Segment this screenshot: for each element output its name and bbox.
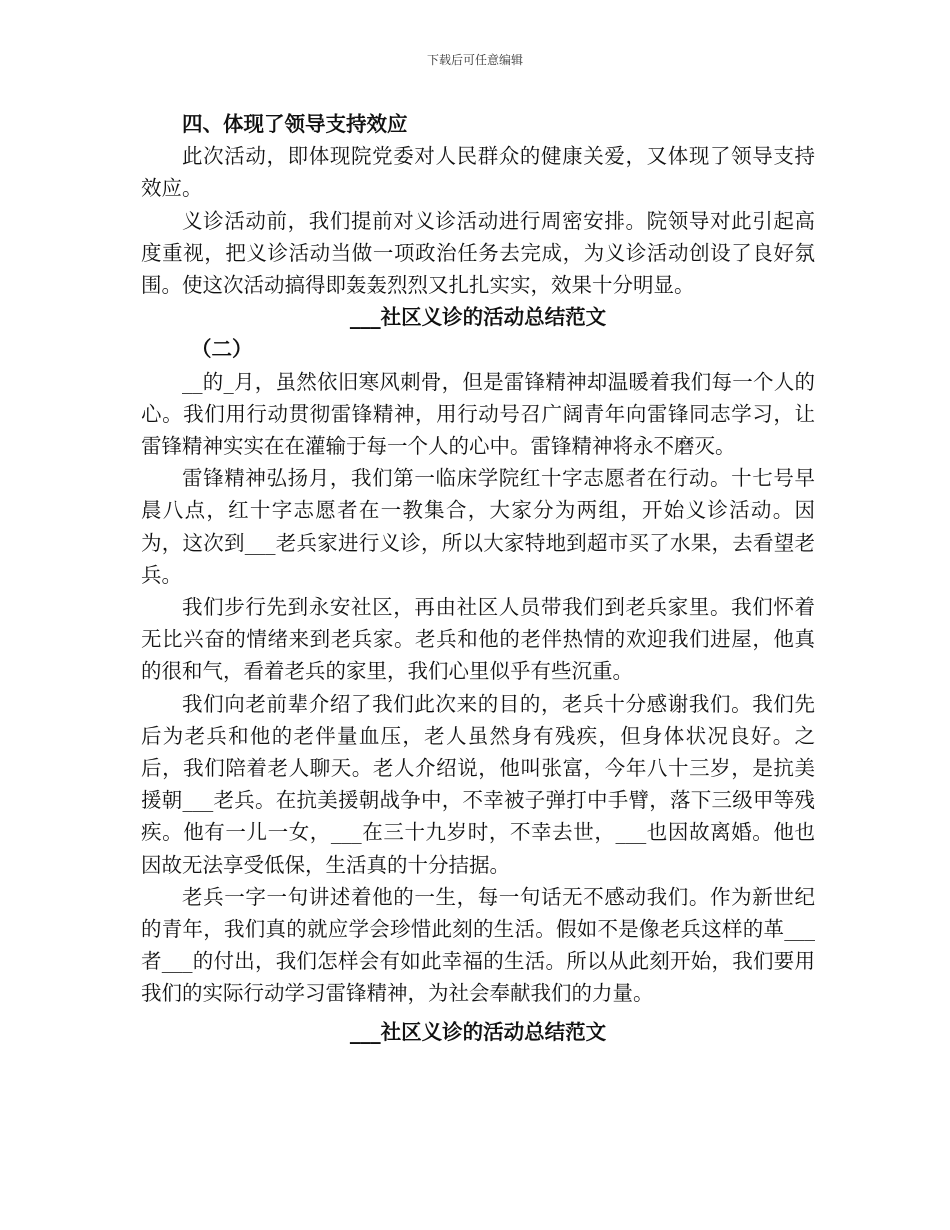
article-title: ___社区义诊的活动总结范文	[349, 305, 607, 330]
body-paragraph: 老兵一字一句讲述着他的一生，每一句话无不感动我们。作为新世纪的青年，我们真的就应学会珍惜此刻的生活。假如不是像老兵这样的革___者___的付出，我们怎样会有如此幸福的生活。所以从此刻开始，我们要用我们的实际行动学习雷锋精神，为社会奉献我们的力量。	[141, 884, 815, 1006]
body-paragraph: 我们步行先到永安社区，再由社区人员带我们到老兵家里。我们怀着无比兴奋的情绪来到老兵家。老兵和他的老伴热情的欢迎我们进屋，他真的很和气，看着老兵的家里，我们心里似乎有些沉重。	[141, 595, 815, 684]
body-paragraph: 此次活动，即体现院党委对人民群众的健康关爱，又体现了领导支持效应。	[141, 144, 815, 201]
document-body	[141, 108, 815, 1048]
body-paragraph: 雷锋精神弘扬月，我们第一临床学院红十字志愿者在行动。十七号早晨八点，红十字志愿者在一教集合，大家分为两组，开始义诊活动。因为，这次到___老兵家进行义诊，所以大家特地到超市买了水果，去看望老兵。	[141, 466, 815, 587]
body-paragraph: 义诊活动前，我们提前对义诊活动进行周密安排。院领导对此引起高度重视，把义诊活动当做一项政治任务去完成，为义诊活动创设了良好氛围。使这次活动搞得即轰轰烈烈又扎扎实实，效果十分明显。	[141, 208, 815, 298]
article-title: ___社区义诊的活动总结范文	[349, 1019, 607, 1044]
body-paragraph: 我们向老前辈介绍了我们此次来的目的，老兵十分感谢我们。我们先后为老兵和他的老伴量血压，老人虽然身有残疾，但身体状况良好。之后，我们陪着老人聊天。老人介绍说，他叫张富，今年八十三岁，是抗美援朝___老兵。在抗美援朝战争中，不幸被子弹打中手臂，落下三级甲等残疾。他有一儿一女，___在三十九岁时，不幸去世，___也因故离婚。他也因故无法享受低保，生活真的十分拮据。	[141, 691, 815, 877]
article-sub-label: （二）	[191, 337, 253, 362]
page-header: 下载后可任意编辑	[426, 53, 523, 67]
body-paragraph: __的_月，虽然依旧寒风刺骨，但是雷锋精神却温暖着我们每一个人的心。我们用行动贯彻雷锋精神，用行动号召广阔青年向雷锋同志学习，让雷锋精神实实在在灌输于每一个人的心中。雷锋精神将永不磨灭。	[141, 369, 815, 459]
section-heading: 四、体现了领导支持效应	[182, 112, 408, 136]
